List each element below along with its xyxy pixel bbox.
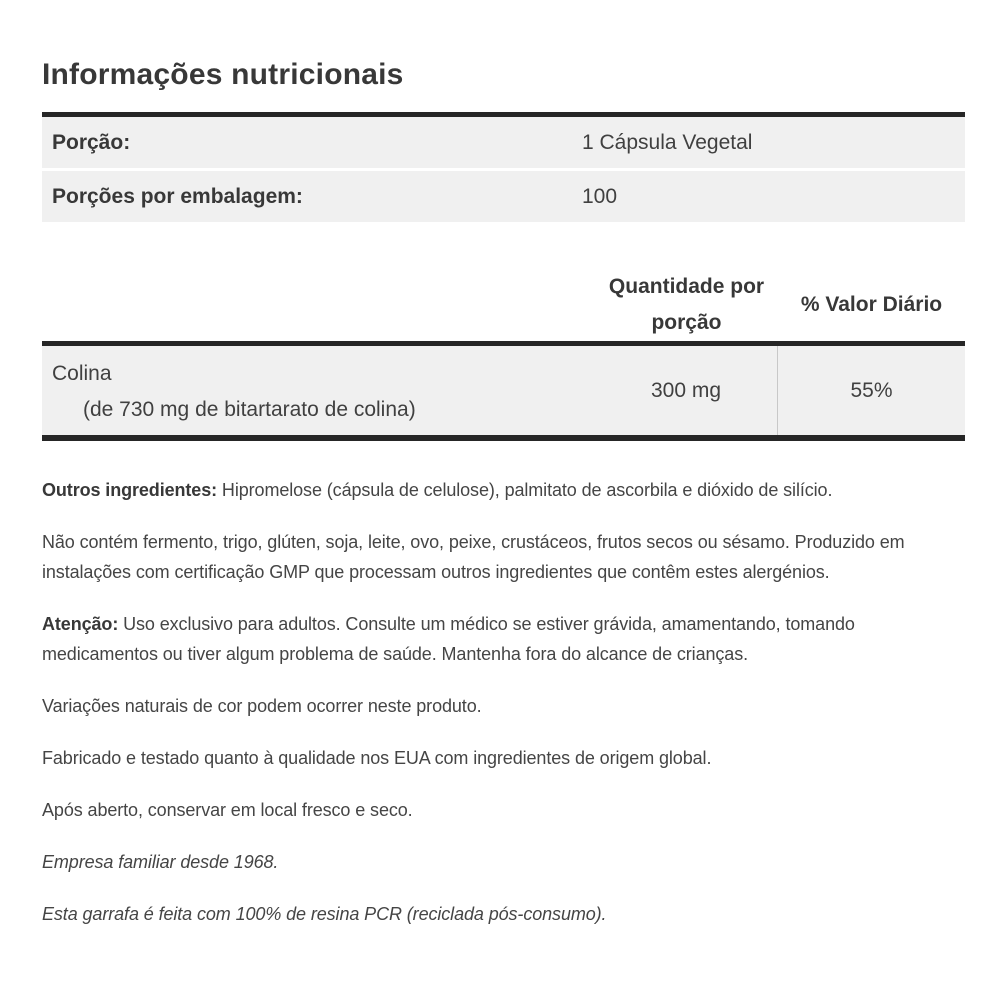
servings-per-container-row xyxy=(42,171,965,222)
warning-paragraph xyxy=(42,609,965,669)
daily-value-header: % Valor Diário xyxy=(800,293,943,316)
page-title: Informações nutricionais xyxy=(42,58,404,91)
serving-size-row xyxy=(42,117,965,168)
allergens-paragraph: Não contém fermento, trigo, glúten, soja, leite, ovo, peixe, crustáceos, frutos secos ou sésamo. Produzido em instalações com certificação GMP que processam outros ingredientes que contêm estes alergénios. xyxy=(42,532,905,582)
nutrient-name-cell xyxy=(42,346,595,435)
made-in-paragraph: Fabricado e testado quanto à qualidade nos EUA com ingredientes de origem global. xyxy=(42,748,712,768)
nutrient-amount: 300 mg xyxy=(595,346,778,435)
other-ingredients-label: Outros ingredientes: xyxy=(42,480,218,500)
amount-per-serving-header xyxy=(595,269,778,341)
color-variation-paragraph: Variações naturais de cor podem ocorrer neste produto. xyxy=(42,696,482,716)
serving-info-table xyxy=(42,117,965,222)
other-ingredients-paragraph xyxy=(42,475,965,505)
warning-label: Atenção: xyxy=(42,614,119,634)
amount-header-line1: Quantidade por xyxy=(608,275,765,298)
nutrition-table-header xyxy=(42,269,965,341)
table-row xyxy=(42,346,965,435)
serving-size-value: 1 Cápsula Vegetal xyxy=(582,130,753,154)
servings-per-container-value: 100 xyxy=(582,184,618,208)
amount-header-line2: porção xyxy=(651,311,722,334)
serving-size-label: Porção: xyxy=(52,130,131,154)
storage-paragraph: Após aberto, conservar em local fresco e seco. xyxy=(42,800,413,820)
other-ingredients-text: Hipromelose (cápsula de celulose), palmitato de ascorbila e dióxido de silício. xyxy=(217,480,833,500)
nutrient-name: Colina xyxy=(52,362,112,385)
nutrient-daily-value: 55% xyxy=(850,378,893,402)
family-company-paragraph: Empresa familiar desde 1968. xyxy=(42,852,279,872)
servings-per-container-label: Porções por embalagem: xyxy=(52,184,303,208)
warning-text: Uso exclusivo para adultos. Consulte um médico se estiver grávida, amamentando, tomando medicamentos ou tiver algum problema de saúde. Mantenha fora do alcance de crianças. xyxy=(42,614,855,664)
nutrient-column-spacer xyxy=(42,269,595,341)
divider-bottom xyxy=(42,435,965,441)
nutrient-detail: (de 730 mg de bitartarato de colina) xyxy=(83,398,416,421)
bottle-paragraph: Esta garrafa é feita com 100% de resina PCR (reciclada pós-consumo). xyxy=(42,904,607,924)
